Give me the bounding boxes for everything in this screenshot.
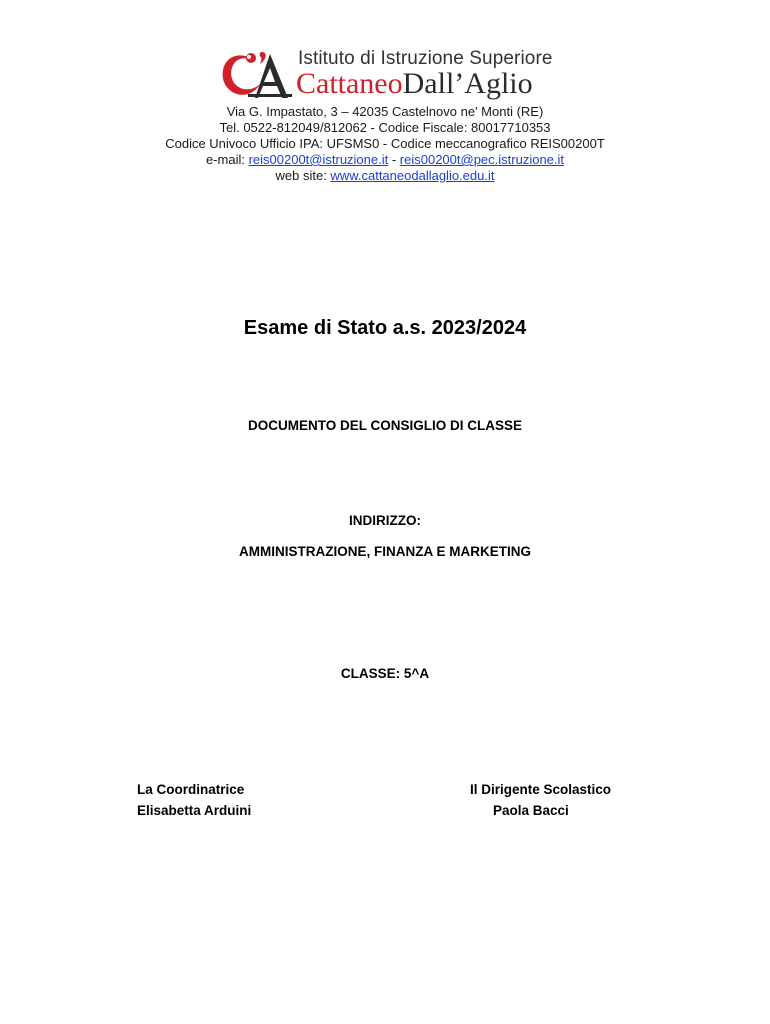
codes-line: Codice Univoco Ufficio IPA: UFSMS0 - Codice meccanografico REIS00200T: [165, 136, 605, 151]
principal-name: Paola Bacci: [493, 803, 569, 818]
school-address-block: [0, 104, 770, 184]
classe-label: CLASSE: 5^A: [340, 666, 430, 681]
website-label: web site:: [275, 168, 331, 183]
indirizzo-label: INDIRIZZO:: [349, 513, 421, 528]
website-line: [0, 168, 770, 184]
email-label: e-mail:: [205, 152, 249, 167]
phone-fiscal-line: Tel. 0522-812049/812062 - Codice Fiscale: 80017710353: [219, 120, 551, 135]
logo-line-institute: Istituto di Istruzione Superiore: [298, 48, 553, 69]
logo-name-dark: Dall’Aglio: [402, 67, 533, 100]
indirizzo-value: AMMINISTRAZIONE, FINANZA E MARKETING: [239, 544, 531, 559]
coordinator-role: La Coordinatrice: [137, 782, 245, 797]
address-line: Via G. Impastato, 3 – 42035 Castelnovo ne' Monti (RE): [226, 104, 544, 119]
website-link[interactable]: www.cattaneodallaglio.edu.it: [330, 168, 495, 183]
email-link-2[interactable]: reis00200t@pec.istruzione.it: [399, 152, 565, 167]
email-line: [0, 152, 770, 168]
school-logo: [218, 46, 558, 104]
logo-mark-icon: [218, 46, 298, 104]
document-title: Esame di Stato a.s. 2023/2024: [243, 317, 527, 339]
document-subtitle: DOCUMENTO DEL CONSIGLIO DI CLASSE: [247, 418, 523, 433]
logo-line-school-name: [296, 69, 533, 99]
email-separator: -: [388, 152, 400, 167]
principal-role: Il Dirigente Scolastico: [470, 782, 612, 797]
logo-name-red: Cattaneo: [296, 67, 403, 100]
coordinator-name: Elisabetta Arduini: [137, 803, 252, 818]
email-link-1[interactable]: reis00200t@istruzione.it: [248, 152, 389, 167]
